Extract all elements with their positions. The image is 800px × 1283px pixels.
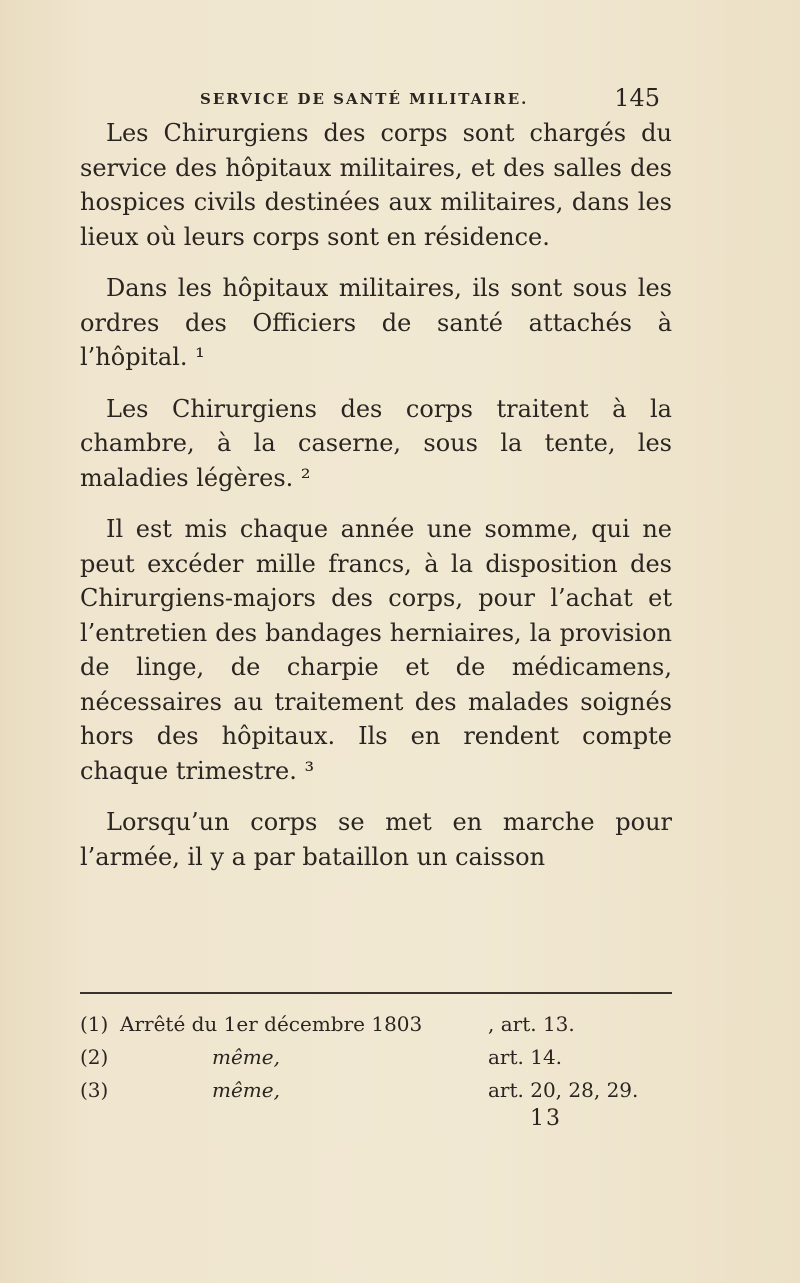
footnotes	[80, 1008, 672, 1107]
footnote	[80, 1074, 672, 1107]
page-header	[200, 84, 660, 114]
footnote	[80, 1008, 672, 1041]
footnote	[80, 1041, 672, 1074]
footnote-number: (3)	[80, 1078, 109, 1102]
paragraph: Les Chirurgiens des corps traitent à la chambre, à la caserne, sous la tente, les maladies légères. ²	[80, 394, 672, 492]
page-number: 145	[614, 84, 660, 112]
footnote-article: art. 14.	[488, 1045, 563, 1069]
footnote-rule	[80, 992, 672, 994]
footnote-number: (2)	[80, 1045, 109, 1069]
paragraph: Les Chirurgiens des corps sont chargés du service des hôpitaux militaires, et des salles des hospices civils destinées aux militaires, dans les lieux où leurs corps sont en résidence.	[80, 119, 672, 251]
running-title: SERVICE DE SANTÉ MILITAIRE.	[200, 90, 529, 108]
paragraph: Il est mis chaque année une somme, qui ne peut excéder mille francs, à la disposition des Chirurgiens-majors des corps, pour l’achat et l’entretien des bandages herniaires, la provision de linge, de charpie et de médicamens, nécessaires au traitement des malades soignés hors des hôpitaux. Ils en rendent compte chaque trimestre. ³	[80, 515, 672, 785]
footnote-reference: même,	[212, 1045, 280, 1069]
body-text	[80, 116, 672, 874]
paragraph: Lorsqu’un corps se met en marche pour l’armée, il y a par bataillon un caisson	[80, 808, 672, 871]
signature-mark: 13	[530, 1106, 562, 1131]
footnote-reference: Arrêté du 1er décembre 1803	[120, 1012, 423, 1036]
footnote-reference: même,	[212, 1078, 280, 1102]
paragraph: Dans les hôpitaux militaires, ils sont sous les ordres des Officiers de santé attachés à l’hôpital. ¹	[80, 274, 672, 371]
footnote-number: (1)	[80, 1012, 109, 1036]
footnote-article: , art. 13.	[488, 1012, 575, 1036]
footnote-article: art. 20, 28, 29.	[488, 1078, 639, 1102]
